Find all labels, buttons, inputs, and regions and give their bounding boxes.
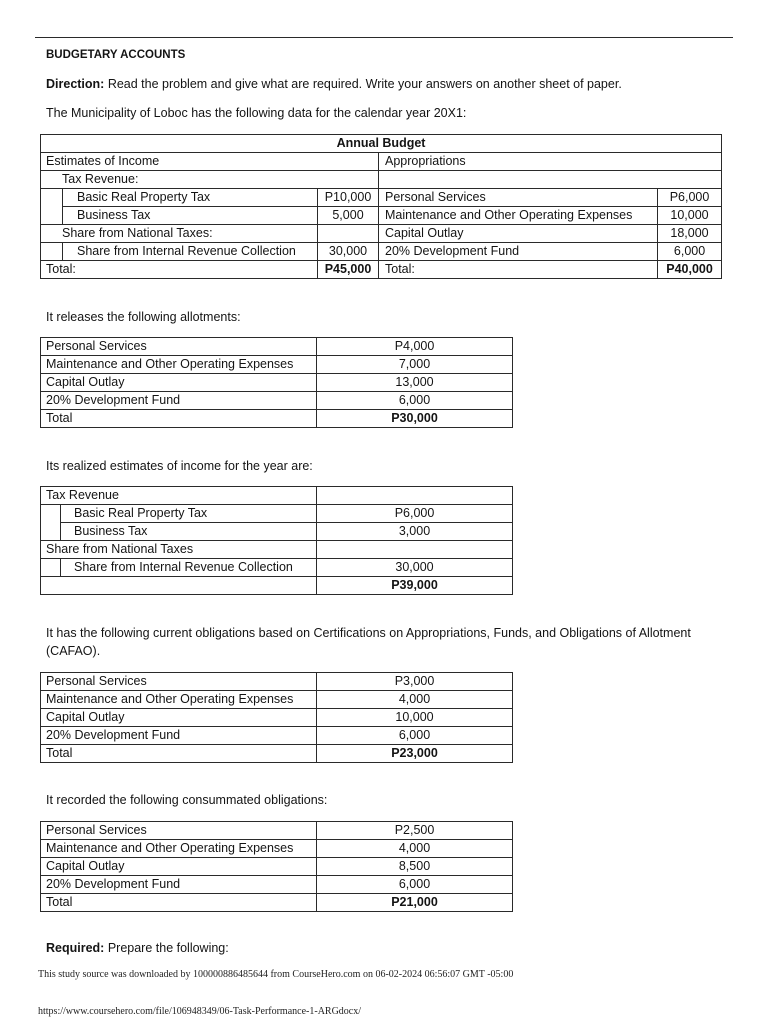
direction-label: Direction: — [46, 77, 105, 91]
table-row — [41, 261, 722, 279]
appropriation-item-amount: 18,000 — [658, 225, 722, 243]
table-row — [41, 840, 513, 858]
consummated-label: 20% Development Fund — [41, 876, 317, 894]
income-item-amount: 5,000 — [318, 207, 379, 225]
annual-budget-title: Annual Budget — [41, 135, 722, 153]
income-total-label: Total: — [41, 261, 318, 279]
appropriation-item-label: Maintenance and Other Operating Expenses — [379, 207, 658, 225]
empty-cell — [317, 487, 513, 505]
indent-cell — [41, 189, 63, 225]
obligation-label: Personal Services — [41, 673, 317, 691]
table-row — [41, 207, 722, 225]
table-row — [41, 541, 513, 559]
obligation-label: 20% Development Fund — [41, 727, 317, 745]
source-url: https://www.coursehero.com/file/106948349/06-Task-Performance-1-ARGdocx/ — [38, 1006, 362, 1017]
consummated-obligations-intro: It recorded the following consummated obligations: — [46, 793, 328, 807]
top-divider — [35, 37, 733, 38]
table-row — [41, 135, 722, 153]
required-paragraph — [46, 939, 229, 957]
consummated-amount: 6,000 — [317, 876, 513, 894]
table-row — [41, 673, 513, 691]
realized-total-amount: P39,000 — [317, 577, 513, 595]
national-taxes-label: Share from National Taxes: — [41, 225, 318, 243]
required-label: Required: — [46, 941, 105, 955]
empty-cell — [317, 541, 513, 559]
appropriation-item-label: Capital Outlay — [379, 225, 658, 243]
table-row — [41, 559, 513, 577]
table-row — [41, 189, 722, 207]
intro-paragraph: The Municipality of Loboc has the following data for the calendar year 20X1: — [46, 106, 467, 120]
realized-item-amount: P6,000 — [317, 505, 513, 523]
income-item-label: Share from Internal Revenue Collection — [63, 243, 318, 261]
appropriation-item-amount: 6,000 — [658, 243, 722, 261]
allotment-label: Capital Outlay — [41, 374, 317, 392]
allotment-amount: 13,000 — [317, 374, 513, 392]
consummated-obligations-table — [40, 821, 513, 912]
allotment-label: Personal Services — [41, 338, 317, 356]
appropriation-item-amount: P6,000 — [658, 189, 722, 207]
table-row — [41, 745, 513, 763]
obligation-label: Maintenance and Other Operating Expenses — [41, 691, 317, 709]
current-obligations-table — [40, 672, 513, 763]
obligation-amount: 10,000 — [317, 709, 513, 727]
income-item-amount: P10,000 — [318, 189, 379, 207]
income-item-label: Basic Real Property Tax — [63, 189, 318, 207]
realized-income-intro: Its realized estimates of income for the year are: — [46, 459, 313, 473]
obligation-amount: 4,000 — [317, 691, 513, 709]
required-text: Prepare the following: — [107, 941, 229, 955]
direction-paragraph — [46, 75, 622, 93]
consummated-label: Personal Services — [41, 822, 317, 840]
table-row — [41, 374, 513, 392]
consummated-amount: P2,500 — [317, 822, 513, 840]
allotment-amount: 6,000 — [317, 392, 513, 410]
income-item-label: Business Tax — [63, 207, 318, 225]
allotment-label: Maintenance and Other Operating Expenses — [41, 356, 317, 374]
table-row — [41, 709, 513, 727]
obligation-amount: P3,000 — [317, 673, 513, 691]
national-taxes-label: Share from National Taxes — [41, 541, 317, 559]
table-row — [41, 225, 722, 243]
appropriations-heading: Appropriations — [379, 153, 722, 171]
table-row — [41, 577, 513, 595]
consummated-amount: 8,500 — [317, 858, 513, 876]
table-row — [41, 876, 513, 894]
realized-item-label: Business Tax — [61, 523, 317, 541]
realized-item-label: Basic Real Property Tax — [61, 505, 317, 523]
table-row — [41, 691, 513, 709]
table-row — [41, 894, 513, 912]
obligation-total-amount: P23,000 — [317, 745, 513, 763]
table-row — [41, 356, 513, 374]
realized-item-label: Share from Internal Revenue Collection — [61, 559, 317, 577]
table-row — [41, 171, 722, 189]
obligation-label: Capital Outlay — [41, 709, 317, 727]
indent-cell — [41, 559, 61, 577]
table-row — [41, 523, 513, 541]
tax-revenue-label: Tax Revenue: — [41, 171, 379, 189]
annual-budget-table — [40, 134, 722, 279]
income-heading: Estimates of Income — [41, 153, 379, 171]
obligation-total-label: Total — [41, 745, 317, 763]
table-row — [41, 338, 513, 356]
income-item-amount: 30,000 — [318, 243, 379, 261]
table-row — [41, 243, 722, 261]
empty-cell — [318, 225, 379, 243]
page-title: BUDGETARY ACCOUNTS — [46, 49, 186, 61]
download-source-note: This study source was downloaded by 100000886485644 from CourseHero.com on 06-02-2024 06:56:07 GMT -05:00 — [38, 969, 514, 980]
table-row — [41, 822, 513, 840]
allotment-amount: P4,000 — [317, 338, 513, 356]
table-row — [41, 505, 513, 523]
empty-cell — [379, 171, 722, 189]
realized-income-table — [40, 486, 513, 595]
allotments-intro: It releases the following allotments: — [46, 310, 241, 324]
direction-text: Read the problem and give what are required. Write your answers on another sheet of paper. — [107, 77, 622, 91]
tax-revenue-label: Tax Revenue — [41, 487, 317, 505]
income-total-amount: P45,000 — [318, 261, 379, 279]
appropriation-total-amount: P40,000 — [658, 261, 722, 279]
table-row — [41, 858, 513, 876]
appropriation-item-label: Personal Services — [379, 189, 658, 207]
realized-item-amount: 30,000 — [317, 559, 513, 577]
appropriation-item-amount: 10,000 — [658, 207, 722, 225]
allotment-total-label: Total — [41, 410, 317, 428]
table-row — [41, 153, 722, 171]
allotments-table — [40, 337, 513, 428]
allotment-total-amount: P30,000 — [317, 410, 513, 428]
empty-cell — [41, 577, 317, 595]
consummated-label: Maintenance and Other Operating Expenses — [41, 840, 317, 858]
appropriation-item-label: 20% Development Fund — [379, 243, 658, 261]
table-row — [41, 392, 513, 410]
current-obligations-intro: It has the following current obligations based on Certifications on Appropriations, Funds, and Obligations of Allotment (CAFAO). — [46, 626, 691, 658]
indent-cell — [41, 505, 61, 541]
allotment-label: 20% Development Fund — [41, 392, 317, 410]
realized-item-amount: 3,000 — [317, 523, 513, 541]
consummated-total-amount: P21,000 — [317, 894, 513, 912]
consummated-total-label: Total — [41, 894, 317, 912]
appropriation-total-label: Total: — [379, 261, 658, 279]
table-row — [41, 727, 513, 745]
obligation-amount: 6,000 — [317, 727, 513, 745]
consummated-amount: 4,000 — [317, 840, 513, 858]
table-row — [41, 487, 513, 505]
indent-cell — [41, 243, 63, 261]
allotment-amount: 7,000 — [317, 356, 513, 374]
consummated-label: Capital Outlay — [41, 858, 317, 876]
table-row — [41, 410, 513, 428]
